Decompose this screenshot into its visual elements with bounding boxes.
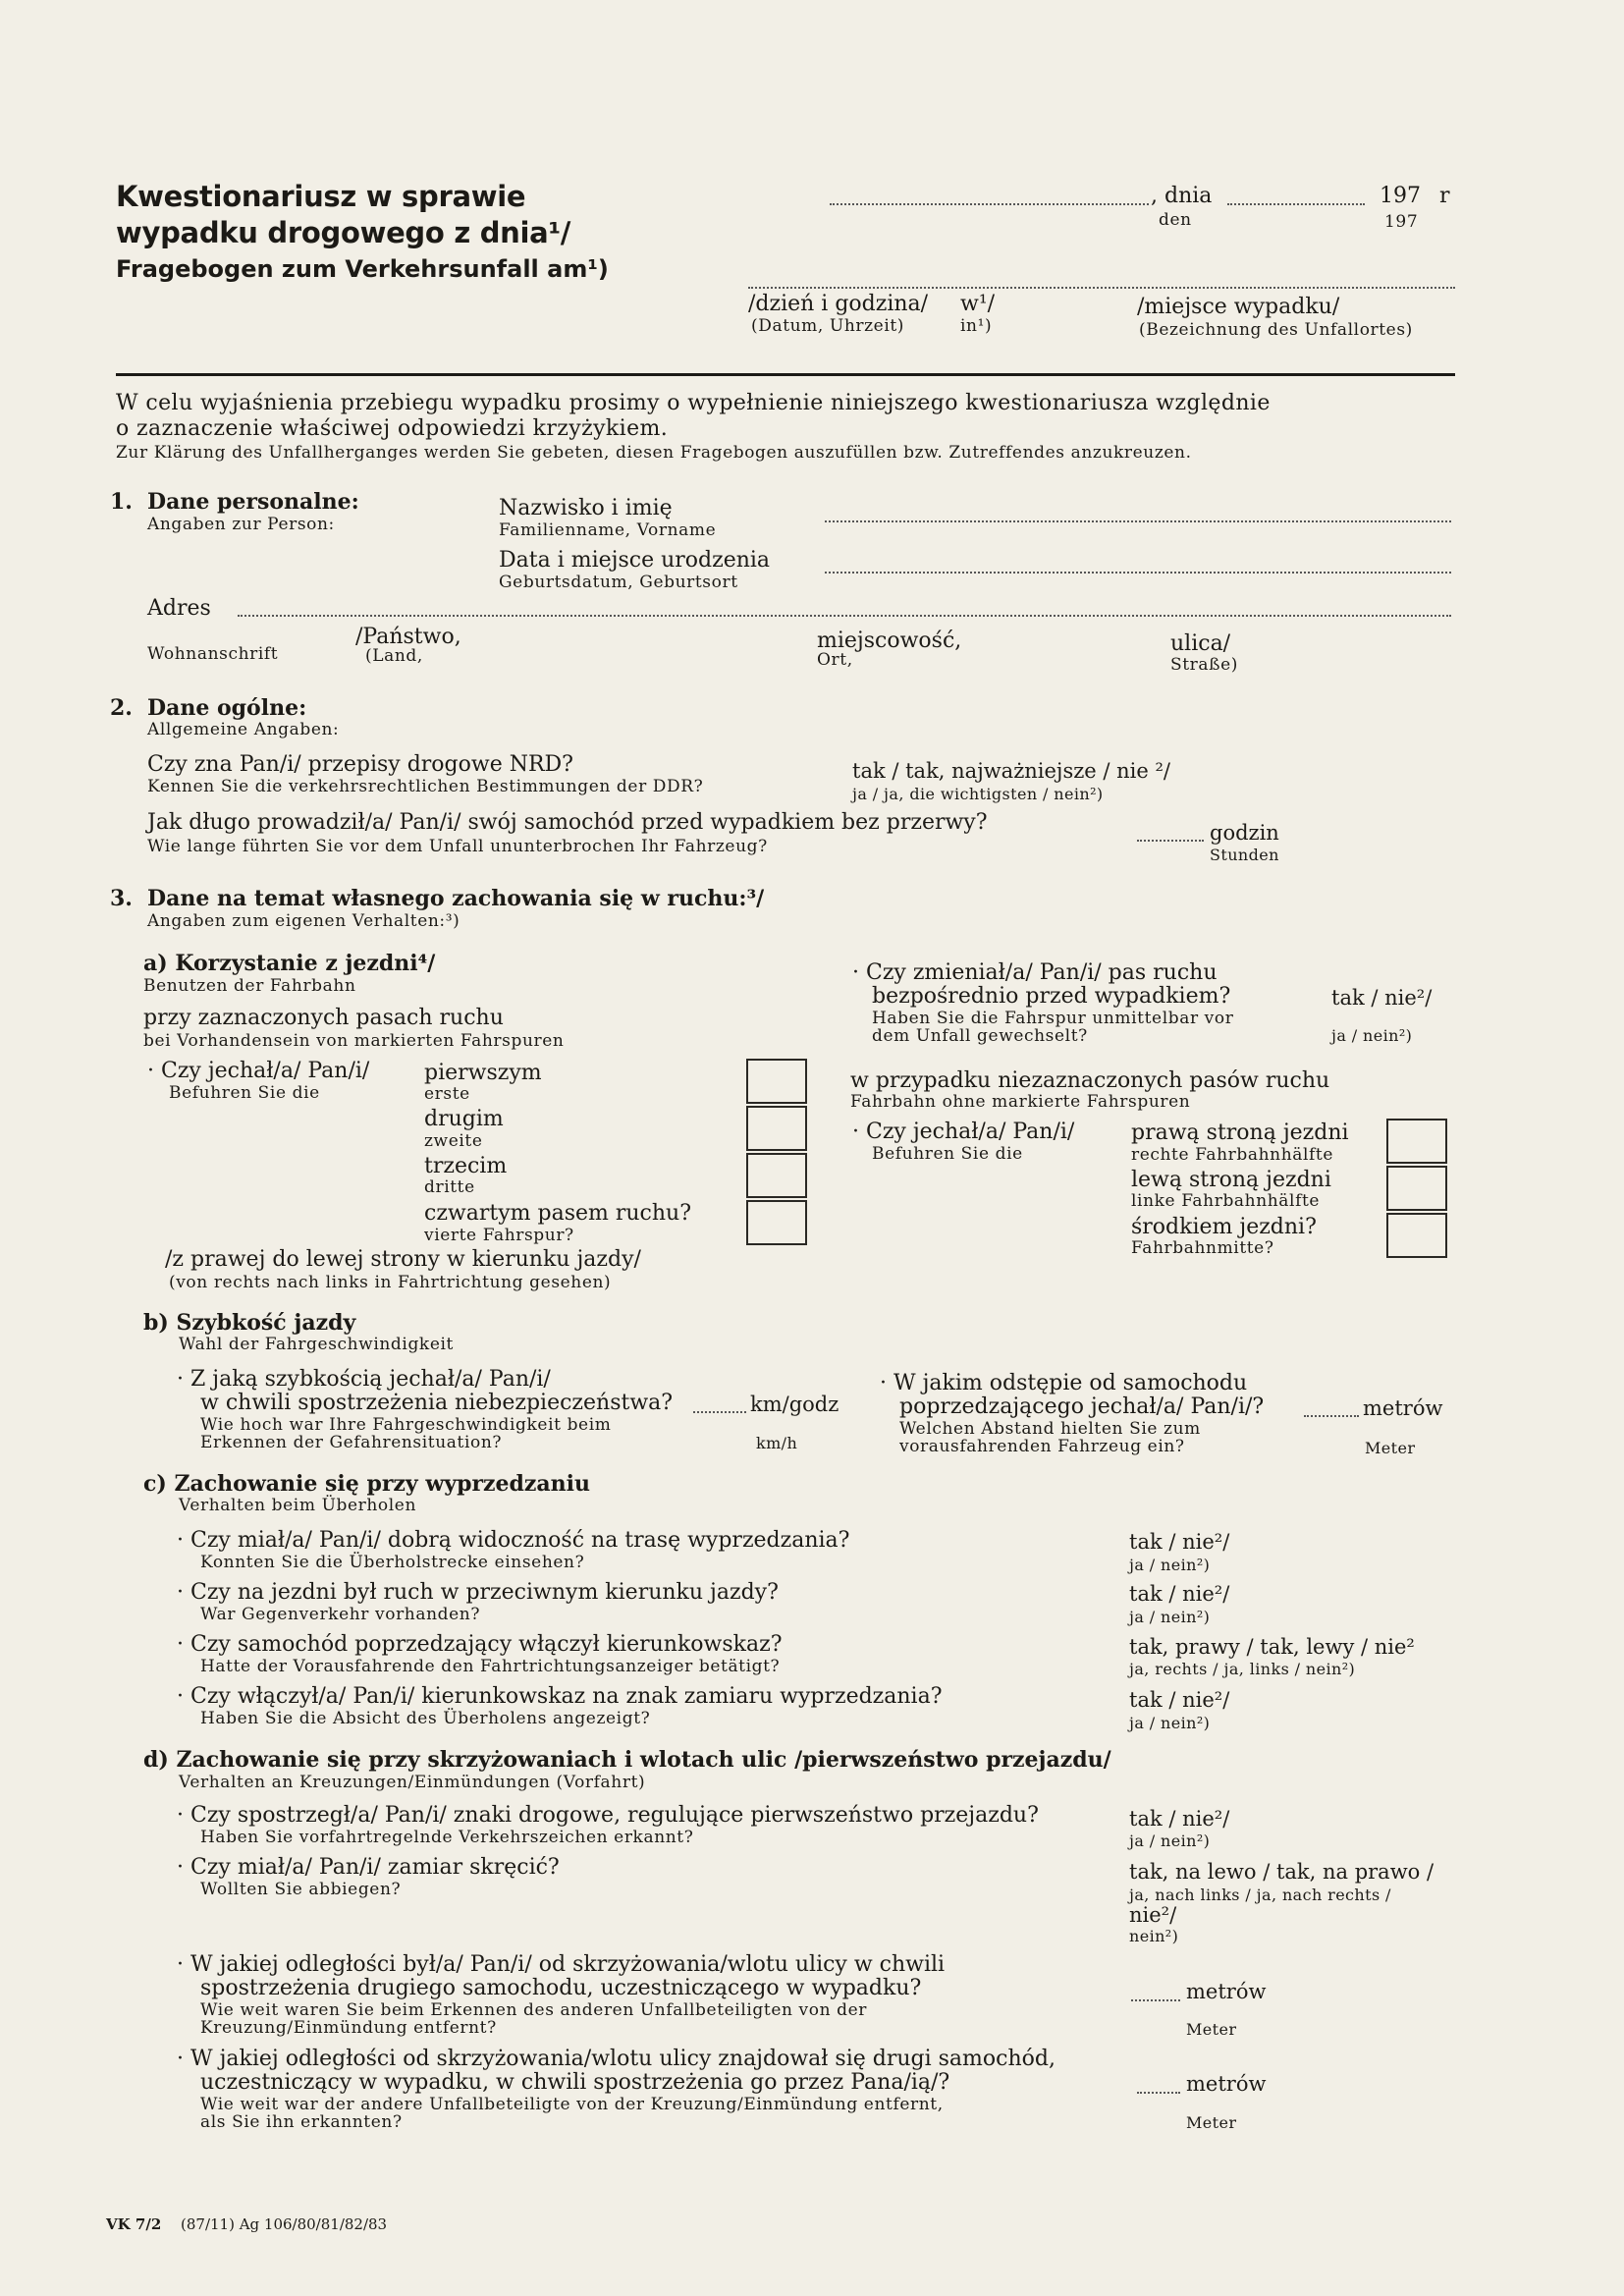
s3-title-de: Angaben zum eigenen Verhalten:³) [147, 911, 460, 931]
lane-change-answer[interactable]: tak / nie²/ [1331, 986, 1433, 1010]
s3a-marked-de: bei Vorhandensein von markierten Fahrspuren [143, 1031, 565, 1051]
overtake-q4-answer[interactable]: tak / nie²/ [1129, 1688, 1230, 1712]
s1-title-de: Angaben zur Person: [147, 515, 335, 534]
distance-field[interactable] [1304, 1415, 1359, 1417]
junction-q4-unit-de: Meter [1186, 2113, 1237, 2132]
s1-number: 1. [110, 489, 133, 515]
in-label: w¹/ [960, 292, 996, 316]
lane-change-q2: bezpośrednio przed wypadkiem? [872, 984, 1231, 1009]
junction-q3-unit: metrów [1186, 1980, 1267, 2003]
overtake-q3-de: Hatte der Vorausfahrende den Fahrtrichtungsanzeiger betätigt? [200, 1657, 781, 1676]
hours-unit: godzin [1210, 821, 1279, 845]
distance-q2: poprzedzającego jechał/a/ Pan/i/? [899, 1394, 1265, 1419]
birth-label-de: Geburtsdatum, Geburtsort [499, 573, 738, 592]
junction-q3-field[interactable] [1131, 1999, 1180, 2001]
s2-q2: Jak długo prowadził/a/ Pan/i/ swój samochód przed wypadkiem bez przerwy? [147, 810, 988, 835]
junction-q1-answer-de: ja / nein²) [1129, 1831, 1211, 1850]
overtake-q1-answer[interactable]: tak / nie²/ [1129, 1530, 1230, 1554]
side-left-checkbox[interactable] [1386, 1166, 1447, 1211]
in-label-de: in¹) [960, 316, 993, 336]
distance-de1: Welchen Abstand hielten Sie zum [899, 1419, 1201, 1439]
name-field[interactable] [825, 520, 1451, 522]
distance-unit-de: Meter [1365, 1439, 1416, 1457]
date-label-de: den [1159, 210, 1192, 230]
overtake-q4-answer-de: ja / nein²) [1129, 1714, 1211, 1732]
s2-q2-de: Wie lange führten Sie vor dem Unfall ununterbrochen Ihr Fahrzeug? [147, 837, 768, 856]
s3a-direction: /z prawej do lewej strony w kierunku jazdy/ [165, 1247, 641, 1272]
s2-title: Dane ogólne: [147, 695, 307, 721]
junction-q2: · Czy miał/a/ Pan/i/ zamiar skręcić? [177, 1855, 560, 1880]
side-right-checkbox[interactable] [1386, 1119, 1447, 1164]
junction-q3-line1: · W jakiej odległości był/a/ Pan/i/ od skrzyżowania/wlotu ulicy w chwili [177, 1952, 946, 1977]
s2-q1: Czy zna Pan/i/ przepisy drogowe NRD? [147, 752, 573, 777]
place-line[interactable] [830, 203, 1149, 205]
birth-label: Data i miejsce urodzenia [499, 548, 771, 573]
junction-q3-unit-de: Meter [1186, 2020, 1237, 2039]
side-right-label-de: rechte Fahrbahnhälfte [1131, 1145, 1334, 1165]
s3-title: Dane na temat własnego zachowania się w ruchu:³/ [147, 886, 765, 911]
s3a-unmarked: w przypadku niezaznaczonych pasów ruchu [850, 1068, 1330, 1093]
overtake-q3: · Czy samochód poprzedzający włączył kierunkowskaz? [177, 1632, 783, 1657]
s3a-side-question-de: Befuhren Sie die [872, 1144, 1023, 1164]
s3b-title: b) Szybkość jazdy [143, 1310, 356, 1336]
junction-q1-answer[interactable]: tak / nie²/ [1129, 1807, 1230, 1831]
s3a-question-de: Befuhren Sie die [169, 1083, 320, 1103]
overtake-q2-answer-de: ja / nein²) [1129, 1608, 1211, 1626]
country-label: /Państwo, [355, 625, 461, 649]
junction-q3-de2: Kreuzung/Einmündung entfernt? [200, 2018, 497, 2038]
junction-q4-de1: Wie weit war der andere Unfallbeteiligte von der Kreuzung/Einmündung entfernt, [200, 2095, 944, 2114]
form-code: VK 7/2 [106, 2215, 162, 2233]
lane-4-label-de: vierte Fahrspur? [424, 1226, 574, 1245]
when-where-line[interactable] [748, 287, 1455, 289]
junction-q1: · Czy spostrzegł/a/ Pan/i/ znaki drogowe, regulujące pierwszeństwo przejazdu? [177, 1803, 1039, 1828]
s2-q1-answer[interactable]: tak / tak, najważniejsze / nie ²/ [852, 759, 1170, 783]
lane-change-de1: Haben Sie die Fahrspur unmittelbar vor [872, 1009, 1234, 1028]
s3a-direction-de: (von rechts nach links in Fahrtrichtung gesehen) [169, 1273, 612, 1292]
distance-de2: vorausfahrenden Fahrzeug ein? [899, 1437, 1185, 1456]
turn-answer-line2: ja, nach links / ja, nach rechts / [1129, 1886, 1391, 1904]
s1-title: Dane personalne: [147, 489, 359, 515]
s3c-title-de: Verhalten beim Überholen [179, 1496, 416, 1515]
s3a-title: a) Korzystanie z jezdni⁴/ [143, 951, 436, 976]
town-label-de: Ort, [817, 650, 853, 670]
overtake-q2-de: War Gegenverkehr vorhanden? [200, 1605, 481, 1624]
overtake-q4-de: Haben Sie die Absicht des Überholens angezeigt? [200, 1709, 651, 1728]
lane-2-label: drugim [424, 1107, 504, 1131]
junction-q3-de1: Wie weit waren Sie beim Erkennen des anderen Unfallbeteiligten von der [200, 2000, 867, 2020]
lane-4-label: czwartym pasem ruchu? [424, 1201, 692, 1226]
town-label: miejscowość, [817, 629, 962, 653]
lane-change-de2: dem Unfall gewechselt? [872, 1026, 1088, 1046]
overtake-q4: · Czy włączył/a/ Pan/i/ kierunkowskaz na znak zamiaru wyprzedzania? [177, 1684, 943, 1709]
place-label-de: (Bezeichnung des Unfallortes) [1139, 320, 1413, 340]
overtake-q2: · Czy na jezdni był ruch w przeciwnym kierunku jazdy? [177, 1580, 779, 1605]
s3-number: 3. [110, 886, 133, 911]
junction-q4-de2: als Sie ihn erkannten? [200, 2112, 403, 2132]
s3d-title-de: Verhalten an Kreuzungen/Einmündungen (Vorfahrt) [179, 1773, 646, 1792]
side-middle-label-de: Fahrbahnmitte? [1131, 1238, 1274, 1258]
lane-1-label-de: erste [424, 1084, 470, 1104]
date-year-de: 197 [1384, 212, 1419, 232]
name-label: Nazwisko i imię [499, 496, 673, 520]
overtake-q3-answer-de: ja, rechts / ja, links / nein²) [1129, 1660, 1356, 1678]
s3a-unmarked-de: Fahrbahn ohne markierte Fahrspuren [850, 1092, 1191, 1112]
s2-q1-de: Kennen Sie die verkehrsrechtlichen Bestimmungen der DDR? [147, 777, 704, 796]
turn-answer-line3[interactable]: nie²/ [1129, 1903, 1177, 1927]
date-line[interactable] [1227, 203, 1365, 205]
lane-2-label-de: zweite [424, 1131, 483, 1151]
overtake-q1: · Czy miał/a/ Pan/i/ dobrą widoczność na trasę wyprzedzania? [177, 1528, 850, 1553]
speed-de1: Wie hoch war Ihre Fahrgeschwindigkeit beim [200, 1415, 612, 1435]
turn-answer-line1[interactable]: tak, na lewo / tak, na prawo / [1129, 1860, 1435, 1884]
form-title-line1: Kwestionariusz w sprawie [116, 180, 526, 213]
overtake-q1-answer-de: ja / nein²) [1129, 1556, 1211, 1574]
form-title-de: Fragebogen zum Verkehrsunfall am¹) [116, 255, 609, 283]
name-label-de: Familienname, Vorname [499, 520, 717, 540]
lane-2-checkbox[interactable] [746, 1106, 807, 1151]
s3a-title-de: Benutzen der Fahrbahn [143, 976, 356, 996]
intro-de: Zur Klärung des Unfallherganges werden Sie gebeten, diesen Fragebogen auszufüllen bzw. Zutreffendes anzukreuzen. [116, 443, 1192, 463]
address-field[interactable] [238, 615, 1451, 617]
junction-q1-de: Haben Sie vorfahrtregelnde Verkehrszeichen erkannt? [200, 1828, 694, 1847]
when-label-de: (Datum, Uhrzeit) [751, 316, 905, 336]
address-label: Adres [147, 596, 211, 621]
junction-q3-line2: spostrzeżenia drugiego samochodu, uczestniczącego w wypadku? [200, 1976, 922, 2000]
side-middle-label: środkiem jezdni? [1131, 1215, 1317, 1239]
junction-q4-unit: metrów [1186, 2072, 1267, 2096]
address-label-de: Wohnanschrift [147, 644, 279, 664]
lane-1-label: pierwszym [424, 1061, 542, 1085]
street-label-de: Straße) [1170, 655, 1238, 675]
date-r: r [1439, 184, 1450, 208]
junction-q2-de: Wollten Sie abbiegen? [200, 1880, 402, 1899]
lane-4-checkbox[interactable] [746, 1200, 807, 1245]
s3a-side-question: · Czy jechał/a/ Pan/i/ [852, 1120, 1075, 1144]
when-label: /dzień i godzina/ [748, 292, 929, 316]
side-middle-checkbox[interactable] [1386, 1213, 1447, 1258]
lane-1-checkbox[interactable] [746, 1059, 807, 1104]
speed-q2: w chwili spostrzeżenia niebezpieczeństwa? [200, 1391, 674, 1415]
s3a-question: · Czy jechał/a/ Pan/i/ [147, 1059, 370, 1083]
speed-unit: km/godz [750, 1393, 839, 1416]
lane-3-checkbox[interactable] [746, 1153, 807, 1198]
turn-answer-line4: nein²) [1129, 1927, 1179, 1945]
side-right-label: prawą stroną jezdni [1131, 1121, 1349, 1145]
s2-q1-answer-de: ja / ja, die wichtigsten / nein²) [852, 785, 1104, 803]
side-left-label: lewą stroną jezdni [1131, 1168, 1331, 1192]
overtake-q2-answer[interactable]: tak / nie²/ [1129, 1582, 1230, 1606]
junction-q4-line1: · W jakiej odległości od skrzyżowania/wlotu ulicy znajdował się drugi samochód, [177, 2047, 1056, 2071]
intro-pl-line2: o zaznaczenie właściwej odpowiedzi krzyżykiem. [116, 416, 669, 441]
birth-field[interactable] [825, 572, 1451, 574]
distance-q1: · W jakim odstępie od samochodu [880, 1371, 1248, 1395]
lane-change-q1: · Czy zmieniał/a/ Pan/i/ pas ruchu [852, 960, 1218, 985]
intro-pl-line1: W celu wyjaśnienia przebiegu wypadku prosimy o wypełnienie niniejszego kwestionariusza względnie [116, 391, 1271, 415]
hours-field[interactable] [1137, 840, 1204, 842]
overtake-q3-answer[interactable]: tak, prawy / tak, lewy / nie² [1129, 1635, 1415, 1659]
lane-3-label-de: dritte [424, 1177, 475, 1197]
junction-q4-field[interactable] [1137, 2092, 1180, 2094]
form-reference: (87/11) Ag 106/80/81/82/83 [181, 2215, 388, 2233]
s2-number: 2. [110, 695, 133, 721]
overtake-q1-de: Konnten Sie die Überholstrecke einsehen? [200, 1553, 585, 1572]
junction-q4-line2: uczestniczący w wypadku, w chwili spostrzeżenia go przez Pana/ią/? [200, 2070, 950, 2095]
form-title-line2: wypadku drogowego z dnia¹/ [116, 216, 571, 249]
hours-unit-de: Stunden [1210, 846, 1279, 864]
speed-field[interactable] [693, 1411, 746, 1413]
date-year: 197 [1380, 184, 1421, 208]
s2-title-de: Allgemeine Angaben: [147, 720, 340, 739]
distance-unit: metrów [1363, 1396, 1443, 1420]
s3c-title: c) Zachowanie się przy wyprzedzaniu [143, 1471, 591, 1497]
street-label: ulica/ [1170, 631, 1231, 656]
header-divider [116, 373, 1455, 376]
s3a-marked: przy zaznaczonych pasach ruchu [143, 1006, 504, 1030]
lane-3-label: trzecim [424, 1154, 508, 1178]
place-label: /miejsce wypadku/ [1137, 295, 1340, 319]
speed-unit-de: km/h [756, 1434, 798, 1452]
s3b-title-de: Wahl der Fahrgeschwindigkeit [179, 1335, 454, 1354]
lane-change-answer-de: ja / nein²) [1331, 1026, 1413, 1045]
speed-de2: Erkennen der Gefahrensituation? [200, 1433, 503, 1452]
speed-q1: · Z jaką szybkością jechał/a/ Pan/i/ [177, 1367, 551, 1392]
date-label: , dnia [1151, 184, 1213, 208]
side-left-label-de: linke Fahrbahnhälfte [1131, 1191, 1321, 1211]
country-label-de: (Land, [365, 646, 423, 666]
s3d-title: d) Zachowanie się przy skrzyżowaniach i wlotach ulic /pierwszeństwo przejazdu/ [143, 1747, 1111, 1773]
